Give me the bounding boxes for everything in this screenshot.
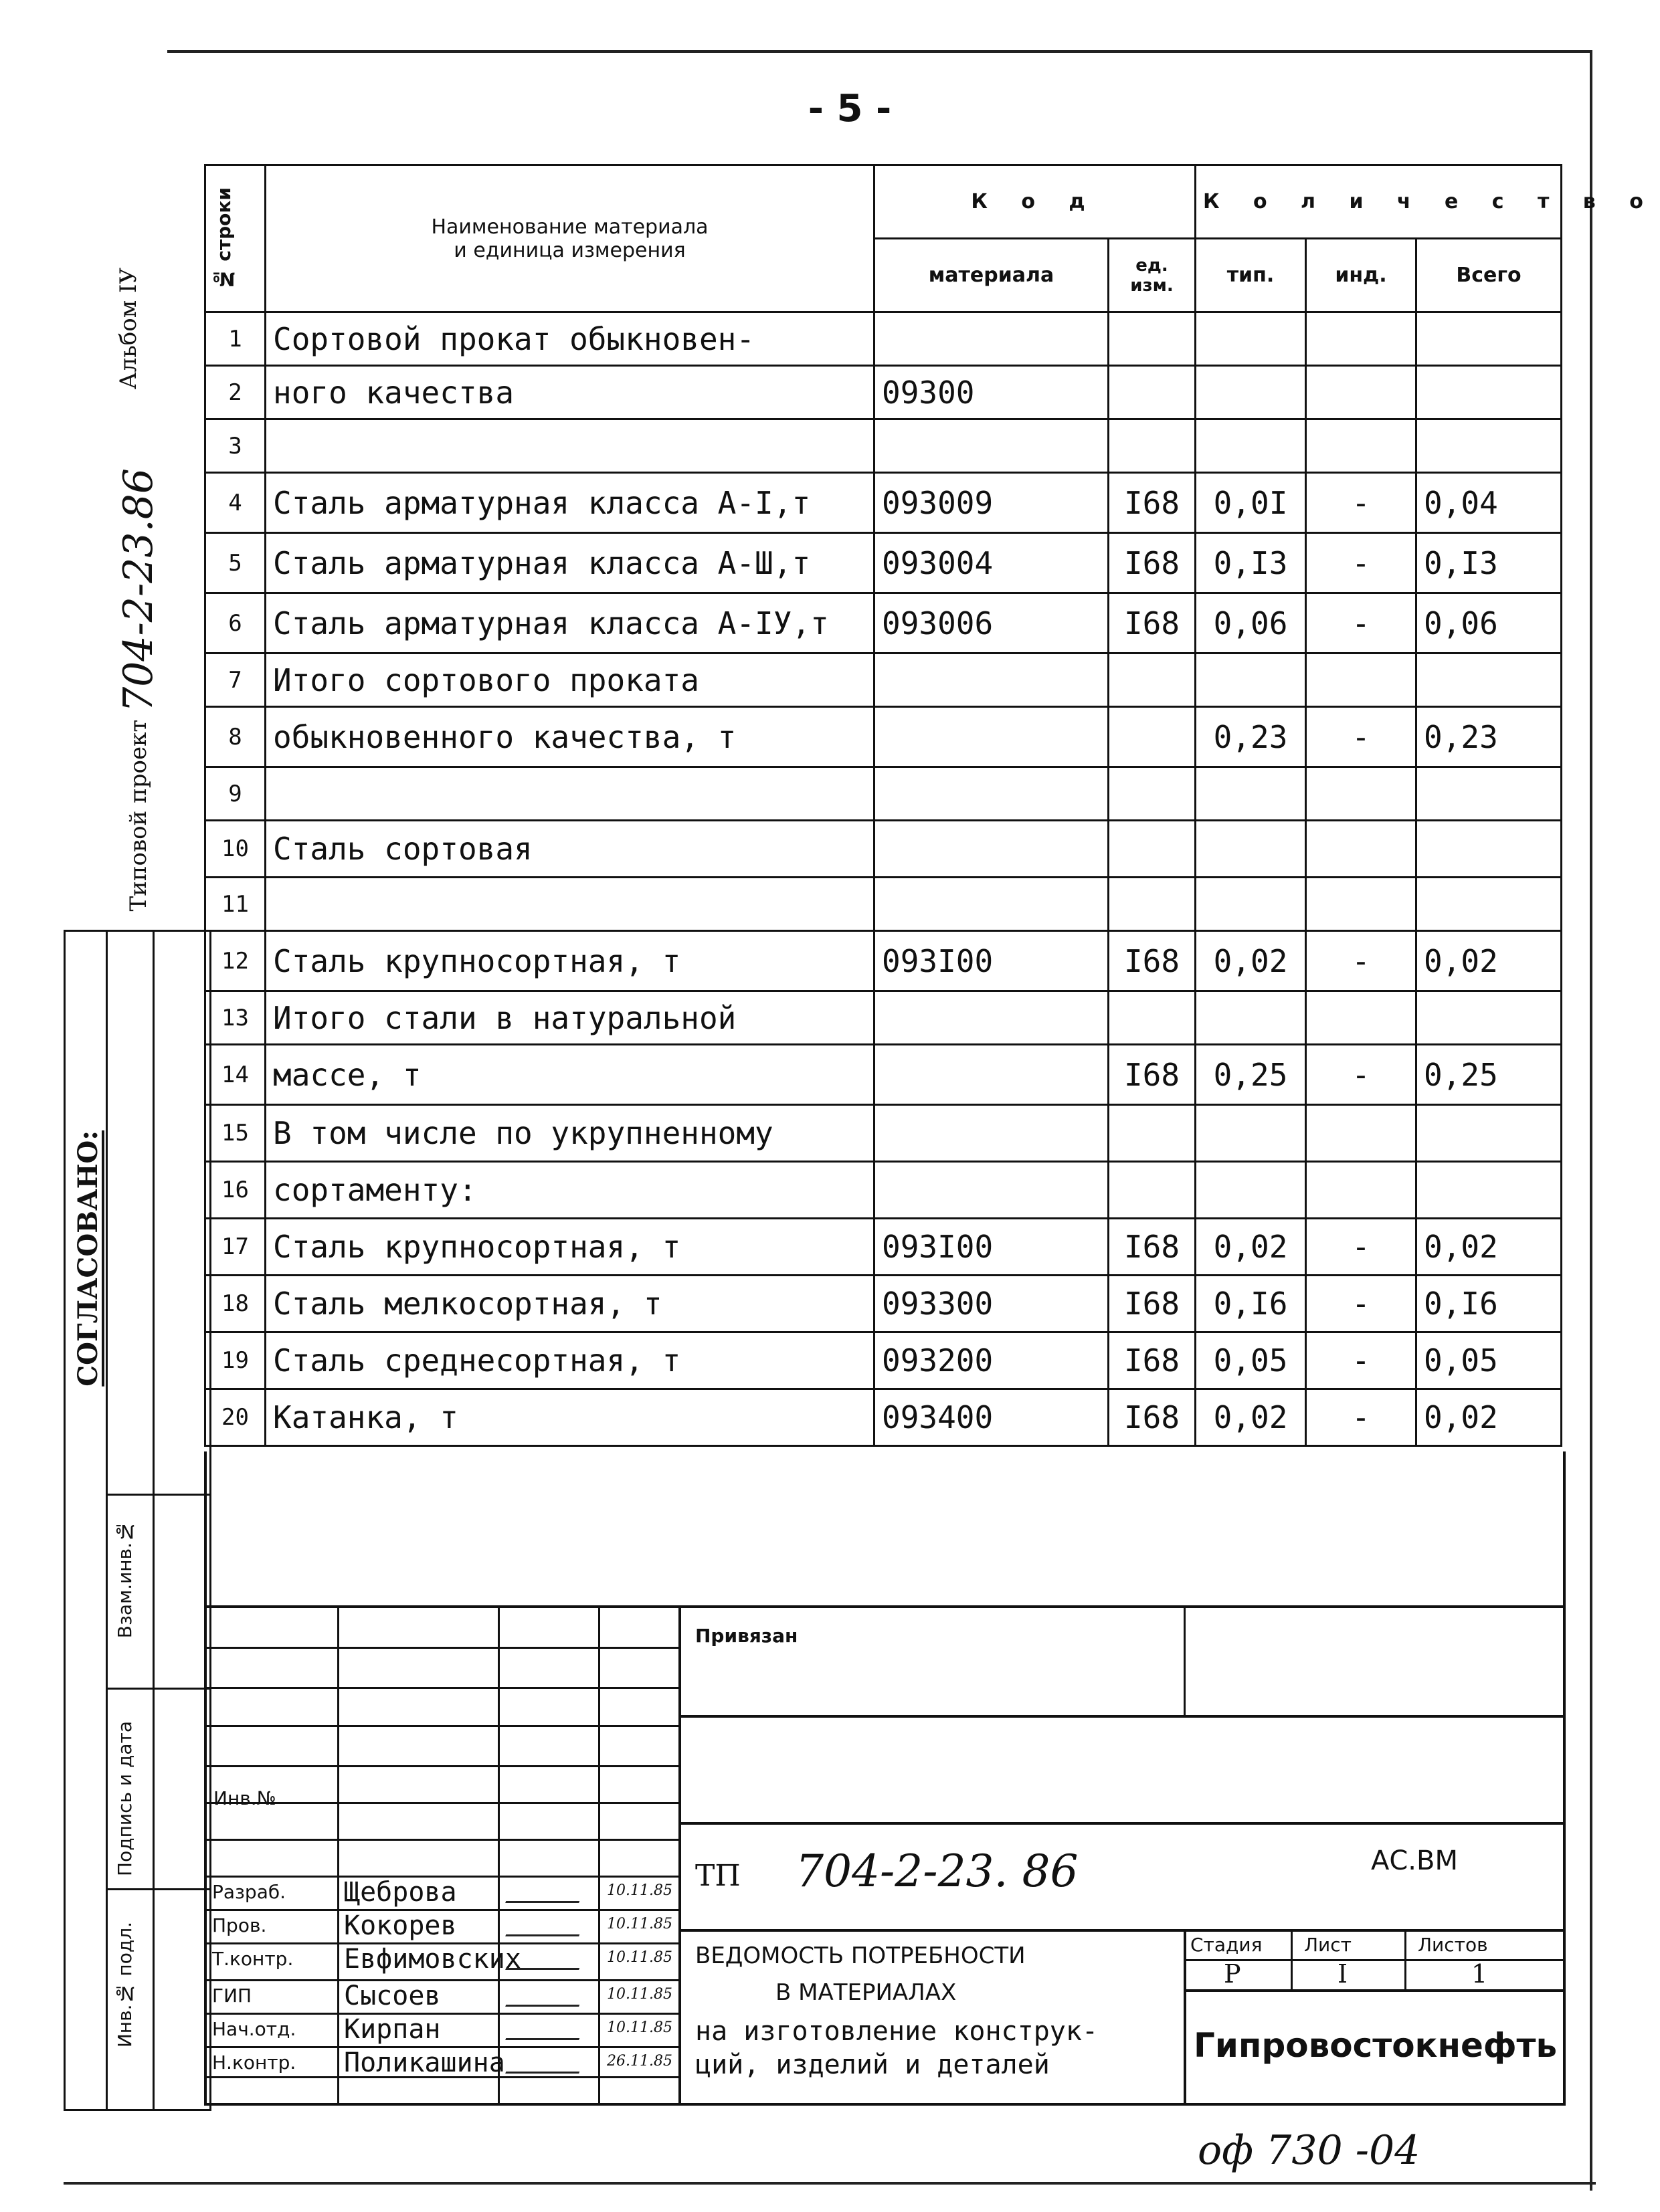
hdr-qty: К о л и ч е с т в о bbox=[1196, 165, 1562, 239]
album-label: Альбом IУ bbox=[115, 268, 142, 390]
row-total: 0,25 bbox=[1416, 1045, 1562, 1105]
staff-name: Щеброва bbox=[344, 1877, 457, 1908]
row-typ bbox=[1196, 419, 1306, 473]
row-name: Сталь арматурная класса А-Ш,т bbox=[266, 533, 874, 593]
tb-h5 bbox=[207, 1802, 678, 1804]
strip-divider-2 bbox=[106, 1688, 209, 1690]
row-ind: - bbox=[1306, 1219, 1416, 1276]
staff-name: Кирпан bbox=[344, 2014, 441, 2045]
row-name: Сортовой прокат обыкновен- bbox=[266, 312, 874, 366]
row-code: 093009 bbox=[874, 473, 1109, 533]
row-typ bbox=[1196, 366, 1306, 419]
table-row bbox=[205, 1105, 1562, 1162]
row-name: Сталь сортовая bbox=[266, 821, 874, 878]
row-ind bbox=[1306, 821, 1416, 878]
tb-v7 bbox=[1291, 1929, 1293, 1989]
row-name: Катанка, т bbox=[266, 1389, 874, 1446]
row-name: Сталь среднесортная, т bbox=[266, 1332, 874, 1389]
row-number: 2 bbox=[205, 366, 266, 419]
staff-date: 10.11.85 bbox=[607, 1916, 672, 1932]
staff-role: ГИП bbox=[212, 1985, 252, 2007]
row-typ: 0,06 bbox=[1196, 593, 1306, 653]
row-typ: 0,05 bbox=[1196, 1332, 1306, 1389]
row-number: 19 bbox=[205, 1332, 266, 1389]
row-number: 10 bbox=[205, 821, 266, 878]
row-typ: 0,25 bbox=[1196, 1045, 1306, 1105]
row-code bbox=[874, 707, 1109, 767]
sheets-label: Листов bbox=[1418, 1934, 1488, 1956]
left-stamp-strip bbox=[64, 930, 211, 2111]
row-number: 16 bbox=[205, 1162, 266, 1219]
tb-h-title bbox=[678, 1929, 1563, 1932]
row-typ bbox=[1196, 767, 1306, 821]
row-ind: - bbox=[1306, 1389, 1416, 1446]
stage-label: Стадия bbox=[1190, 1934, 1263, 1956]
title-block bbox=[204, 1605, 1566, 2106]
hdr-ind: инд. bbox=[1306, 239, 1416, 312]
staff-signature bbox=[505, 2026, 584, 2040]
row-total: 0,02 bbox=[1416, 931, 1562, 991]
row-number: 14 bbox=[205, 1045, 266, 1105]
row-unit bbox=[1109, 366, 1196, 419]
row-name: Итого стали в натуральной bbox=[266, 991, 874, 1045]
table-row bbox=[205, 821, 1562, 878]
staff-role: Н.контр. bbox=[212, 2051, 296, 2074]
row-name bbox=[266, 419, 874, 473]
strip-col-1 bbox=[106, 932, 108, 2109]
row-total bbox=[1416, 1162, 1562, 1219]
row-unit: I68 bbox=[1109, 1389, 1196, 1446]
row-typ: 0,02 bbox=[1196, 1389, 1306, 1446]
staff-date: 10.11.85 bbox=[607, 1882, 672, 1899]
row-code bbox=[874, 1045, 1109, 1105]
row-name bbox=[266, 878, 874, 931]
row-unit bbox=[1109, 1162, 1196, 1219]
row-total: 0,23 bbox=[1416, 707, 1562, 767]
doc-code: ТП bbox=[695, 1859, 741, 1893]
table-row bbox=[205, 1332, 1562, 1389]
row-unit bbox=[1109, 707, 1196, 767]
org-name: Гипровостокнефть bbox=[1194, 2026, 1558, 2065]
hdr-material: материала bbox=[874, 239, 1109, 312]
row-ind bbox=[1306, 878, 1416, 931]
tb-h10 bbox=[207, 1979, 678, 1981]
row-typ bbox=[1196, 653, 1306, 707]
row-typ bbox=[1196, 878, 1306, 931]
row-name: Сталь крупносортная, т bbox=[266, 931, 874, 991]
staff-signature bbox=[505, 1889, 584, 1903]
hdr-row-no: № строки bbox=[213, 187, 235, 290]
row-number: 20 bbox=[205, 1389, 266, 1446]
staff-name: Сысоев bbox=[344, 1981, 441, 2011]
row-number: 6 bbox=[205, 593, 266, 653]
row-code bbox=[874, 419, 1109, 473]
row-ind: - bbox=[1306, 473, 1416, 533]
tb-h6 bbox=[207, 1839, 678, 1841]
table-row bbox=[205, 312, 1562, 366]
strip-divider-1 bbox=[106, 1494, 209, 1496]
row-total: 0,06 bbox=[1416, 593, 1562, 653]
row-typ bbox=[1196, 312, 1306, 366]
row-code: 093I00 bbox=[874, 1219, 1109, 1276]
row-unit: I68 bbox=[1109, 593, 1196, 653]
row-code bbox=[874, 1162, 1109, 1219]
table-row bbox=[205, 1276, 1562, 1332]
row-unit: I68 bbox=[1109, 1045, 1196, 1105]
row-name: ного качества bbox=[266, 366, 874, 419]
tb-v8 bbox=[1404, 1929, 1406, 1989]
row-code: 09300 bbox=[874, 366, 1109, 419]
row-number: 13 bbox=[205, 991, 266, 1045]
tb-v3 bbox=[598, 1608, 600, 2103]
table-row bbox=[205, 1162, 1562, 1219]
row-code bbox=[874, 312, 1109, 366]
table-row bbox=[205, 1389, 1562, 1446]
row-typ bbox=[1196, 1105, 1306, 1162]
table-row bbox=[205, 767, 1562, 821]
row-code bbox=[874, 767, 1109, 821]
tb-v1 bbox=[337, 1608, 339, 2103]
row-name bbox=[266, 767, 874, 821]
row-unit: I68 bbox=[1109, 1332, 1196, 1389]
row-total bbox=[1416, 821, 1562, 878]
row-total bbox=[1416, 878, 1562, 931]
staff-role: Т.контр. bbox=[212, 1948, 294, 1970]
stage-value: Р bbox=[1224, 1959, 1241, 1989]
row-total: 0,02 bbox=[1416, 1389, 1562, 1446]
hdr-row-no-cell bbox=[205, 165, 266, 312]
row-number: 12 bbox=[205, 931, 266, 991]
row-code bbox=[874, 1105, 1109, 1162]
tb-h2 bbox=[207, 1687, 678, 1689]
staff-name: Евфимовских bbox=[344, 1944, 521, 1975]
row-name: Сталь мелкосортная, т bbox=[266, 1276, 874, 1332]
row-unit bbox=[1109, 312, 1196, 366]
row-name: Сталь крупносортная, т bbox=[266, 1219, 874, 1276]
row-ind bbox=[1306, 312, 1416, 366]
staff-role: Разраб. bbox=[212, 1881, 286, 1903]
row-ind bbox=[1306, 1105, 1416, 1162]
row-number: 5 bbox=[205, 533, 266, 593]
tb-h4 bbox=[207, 1765, 678, 1767]
row-number: 3 bbox=[205, 419, 266, 473]
tb-h-stage2 bbox=[1184, 1989, 1563, 1992]
table-row bbox=[205, 533, 1562, 593]
row-number: 9 bbox=[205, 767, 266, 821]
sheets-value: 1 bbox=[1471, 1959, 1488, 1989]
row-ind bbox=[1306, 366, 1416, 419]
table-header-row-1 bbox=[205, 165, 1562, 239]
table-row bbox=[205, 473, 1562, 533]
project-code-handwritten: 704-2-23.86 bbox=[115, 468, 162, 713]
row-unit: I68 bbox=[1109, 1276, 1196, 1332]
row-code: 093200 bbox=[874, 1332, 1109, 1389]
staff-name: Поликашина bbox=[344, 2047, 505, 2078]
strip-divider-3 bbox=[106, 1888, 209, 1890]
replace-inv-label: Взам.инв.№ bbox=[114, 1520, 136, 1639]
page-border-top bbox=[167, 50, 1592, 53]
page-number: - 5 - bbox=[808, 87, 892, 130]
tb-v2 bbox=[498, 1608, 500, 2103]
row-total bbox=[1416, 419, 1562, 473]
row-ind bbox=[1306, 767, 1416, 821]
row-name: Сталь арматурная класса А-IУ,т bbox=[266, 593, 874, 653]
hdr-name: Наименование материала и единица измерения bbox=[266, 165, 874, 312]
row-code: 093004 bbox=[874, 533, 1109, 593]
row-ind: - bbox=[1306, 931, 1416, 991]
row-total bbox=[1416, 312, 1562, 366]
table-row bbox=[205, 931, 1562, 991]
sheet-value: I bbox=[1338, 1959, 1348, 1989]
hdr-unit: ед. изм. bbox=[1109, 239, 1196, 312]
tb-h3 bbox=[207, 1725, 678, 1727]
hdr-typ: тип. bbox=[1196, 239, 1306, 312]
hdr-total: Всего bbox=[1416, 239, 1562, 312]
row-code: 093006 bbox=[874, 593, 1109, 653]
tb-h1 bbox=[207, 1647, 678, 1649]
tb-v5 bbox=[1184, 1608, 1186, 1715]
table-row bbox=[205, 653, 1562, 707]
row-total: 0,05 bbox=[1416, 1332, 1562, 1389]
blank-area bbox=[204, 1451, 1566, 1605]
row-unit: I68 bbox=[1109, 473, 1196, 533]
row-number: 8 bbox=[205, 707, 266, 767]
row-typ: 0,I3 bbox=[1196, 533, 1306, 593]
row-ind: - bbox=[1306, 1045, 1416, 1105]
row-total: 0,02 bbox=[1416, 1219, 1562, 1276]
materials-table bbox=[204, 164, 1657, 1447]
row-name: обыкновенного качества, т bbox=[266, 707, 874, 767]
row-number: 18 bbox=[205, 1276, 266, 1332]
table-row bbox=[205, 1045, 1562, 1105]
row-code: 093I00 bbox=[874, 931, 1109, 991]
table-row bbox=[205, 707, 1562, 767]
staff-signature bbox=[505, 1956, 584, 1970]
staff-date: 10.11.85 bbox=[607, 2019, 672, 2036]
row-code: 093400 bbox=[874, 1389, 1109, 1446]
staff-name: Кокорев bbox=[344, 1910, 457, 1941]
row-unit bbox=[1109, 878, 1196, 931]
tb-h11 bbox=[207, 2013, 678, 2015]
page-border-bottom bbox=[64, 2182, 1596, 2185]
staff-signature bbox=[505, 2059, 584, 2074]
title-line-4: ций, изделий и деталей bbox=[695, 2049, 1050, 2080]
row-name: Итого сортового проката bbox=[266, 653, 874, 707]
table-row bbox=[205, 878, 1562, 931]
tb-v4 bbox=[678, 1608, 681, 2103]
row-unit bbox=[1109, 419, 1196, 473]
table-row bbox=[205, 991, 1562, 1045]
bottom-handwritten-code: оф 730 -04 bbox=[1198, 2127, 1420, 2174]
row-unit: I68 bbox=[1109, 931, 1196, 991]
row-total bbox=[1416, 991, 1562, 1045]
doc-mark: АС.ВМ bbox=[1371, 1845, 1458, 1876]
row-typ bbox=[1196, 821, 1306, 878]
sign-date-label: Подпись и дата bbox=[114, 1721, 136, 1876]
row-ind: - bbox=[1306, 1276, 1416, 1332]
staff-role: Пров. bbox=[212, 1914, 267, 1936]
row-number: 7 bbox=[205, 653, 266, 707]
row-unit bbox=[1109, 653, 1196, 707]
table-row bbox=[205, 419, 1562, 473]
table-row bbox=[205, 593, 1562, 653]
row-unit bbox=[1109, 821, 1196, 878]
row-typ: 0,I6 bbox=[1196, 1276, 1306, 1332]
row-ind: - bbox=[1306, 533, 1416, 593]
project-label-text: Типовой проект bbox=[125, 719, 152, 912]
table-row bbox=[205, 1219, 1562, 1276]
tb-h-code bbox=[678, 1822, 1563, 1825]
row-total bbox=[1416, 653, 1562, 707]
inv-no-label: Инв.№ bbox=[213, 1787, 276, 1809]
staff-date: 26.11.85 bbox=[607, 2053, 672, 2070]
row-typ: 0,0I bbox=[1196, 473, 1306, 533]
table-row bbox=[205, 366, 1562, 419]
row-total: 0,I6 bbox=[1416, 1276, 1562, 1332]
staff-date: 10.11.85 bbox=[607, 1986, 672, 2003]
row-typ: 0,23 bbox=[1196, 707, 1306, 767]
tb-v6 bbox=[1184, 1929, 1186, 2103]
row-ind: - bbox=[1306, 1332, 1416, 1389]
title-line-1: ВЕДОМОСТЬ ПОТРЕБНОСТИ bbox=[695, 1942, 1026, 1969]
row-name: массе, т bbox=[266, 1045, 874, 1105]
row-unit bbox=[1109, 1105, 1196, 1162]
staff-role: Нач.отд. bbox=[212, 2018, 296, 2040]
row-typ bbox=[1196, 991, 1306, 1045]
row-number: 17 bbox=[205, 1219, 266, 1276]
row-code bbox=[874, 878, 1109, 931]
strip-col-2 bbox=[153, 932, 155, 2109]
row-code: 093300 bbox=[874, 1276, 1109, 1332]
title-line-3: на изготовление конструк- bbox=[695, 2016, 1099, 2047]
doc-code-handwritten: 704-2-23. 86 bbox=[796, 1845, 1079, 1897]
agreed-stamp: СОГЛАСОВАНО: bbox=[72, 1130, 104, 1387]
row-name: Сталь арматурная класса А-I,т bbox=[266, 473, 874, 533]
row-code bbox=[874, 991, 1109, 1045]
row-total bbox=[1416, 767, 1562, 821]
row-ind bbox=[1306, 419, 1416, 473]
row-number: 4 bbox=[205, 473, 266, 533]
row-typ bbox=[1196, 1162, 1306, 1219]
row-ind bbox=[1306, 1162, 1416, 1219]
sheet-label: Лист bbox=[1304, 1934, 1352, 1956]
page-border-right bbox=[1590, 50, 1592, 2191]
row-typ: 0,02 bbox=[1196, 931, 1306, 991]
tb-h-bound bbox=[678, 1715, 1563, 1718]
inv-orig-label: Инв.№ подл. bbox=[114, 1922, 136, 2048]
row-unit: I68 bbox=[1109, 533, 1196, 593]
row-unit bbox=[1109, 767, 1196, 821]
hdr-code: К о д bbox=[874, 165, 1196, 239]
row-ind: - bbox=[1306, 593, 1416, 653]
row-typ: 0,02 bbox=[1196, 1219, 1306, 1276]
project-label bbox=[115, 468, 162, 911]
table-body bbox=[205, 312, 1562, 1446]
bound-label: Привязан bbox=[695, 1625, 798, 1647]
row-total: 0,04 bbox=[1416, 473, 1562, 533]
staff-signature bbox=[505, 1993, 584, 2007]
row-number: 15 bbox=[205, 1105, 266, 1162]
row-code bbox=[874, 653, 1109, 707]
row-total bbox=[1416, 1105, 1562, 1162]
row-code bbox=[874, 821, 1109, 878]
row-unit: I68 bbox=[1109, 1219, 1196, 1276]
row-name: В том числе по укрупненному bbox=[266, 1105, 874, 1162]
row-unit bbox=[1109, 991, 1196, 1045]
row-ind bbox=[1306, 653, 1416, 707]
row-number: 11 bbox=[205, 878, 266, 931]
row-ind bbox=[1306, 991, 1416, 1045]
row-ind: - bbox=[1306, 707, 1416, 767]
staff-date: 10.11.85 bbox=[607, 1949, 672, 1966]
row-total: 0,I3 bbox=[1416, 533, 1562, 593]
row-number: 1 bbox=[205, 312, 266, 366]
title-line-2: В МАТЕРИАЛАХ bbox=[775, 1979, 957, 2006]
staff-signature bbox=[505, 1922, 584, 1936]
row-total bbox=[1416, 366, 1562, 419]
row-name: сортаменту: bbox=[266, 1162, 874, 1219]
